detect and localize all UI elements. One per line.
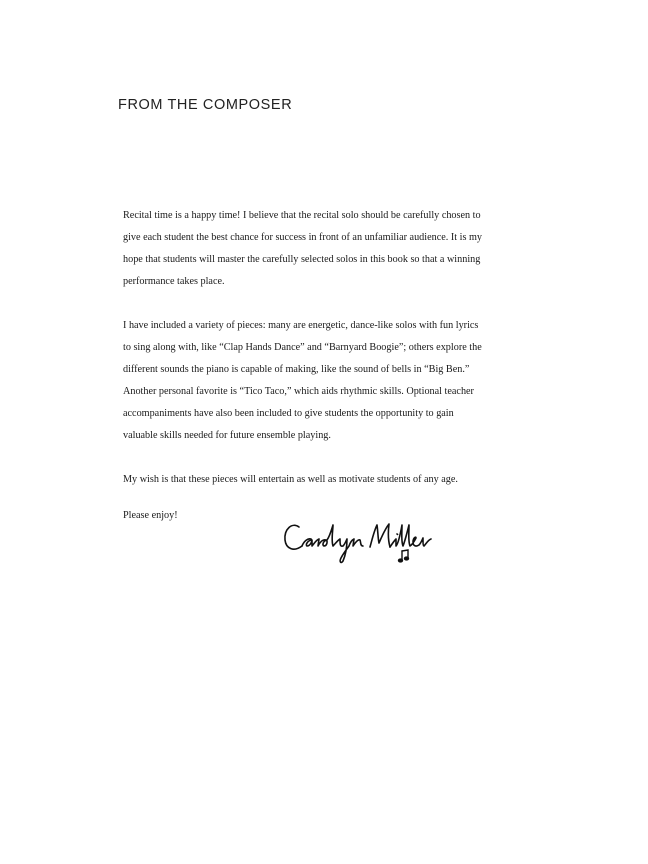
paragraph [123, 205, 493, 293]
text-line: I have included a variety of pieces: many are energetic, dance-like solos with fun lyrics [123, 320, 479, 331]
paragraph [123, 315, 493, 447]
text-line: Another personal favorite is “Tico Taco,” which aids rhythmic skills. Optional teacher [123, 386, 474, 397]
paragraph [123, 469, 493, 491]
signature [282, 516, 442, 568]
closing-line: Please enjoy! [123, 510, 178, 521]
text-line: different sounds the piano is capable of making, like the sound of bells in “Big Ben.” [123, 364, 470, 375]
text-line: accompaniments have also been included to give students the opportunity to gain [123, 408, 454, 419]
page-title: FROM THE COMPOSER [118, 97, 293, 113]
text-line: valuable skills needed for future ensemble playing. [123, 430, 331, 441]
text-line: performance takes place. [123, 276, 225, 287]
text-line: Recital time is a happy time! I believe that the recital solo should be carefully chosen to [123, 210, 481, 221]
text-line: to sing along with, like “Clap Hands Dance” and “Barnyard Boogie”; others explore the [123, 342, 482, 353]
letter-body [123, 205, 493, 513]
music-note-icon [399, 550, 409, 562]
text-line: hope that students will master the carefully selected solos in this book so that a winning [123, 254, 481, 265]
text-line: My wish is that these pieces will entertain as well as motivate students of any age. [123, 474, 458, 485]
text-line: give each student the best chance for success in front of an unfamiliar audience. It is my [123, 232, 482, 243]
